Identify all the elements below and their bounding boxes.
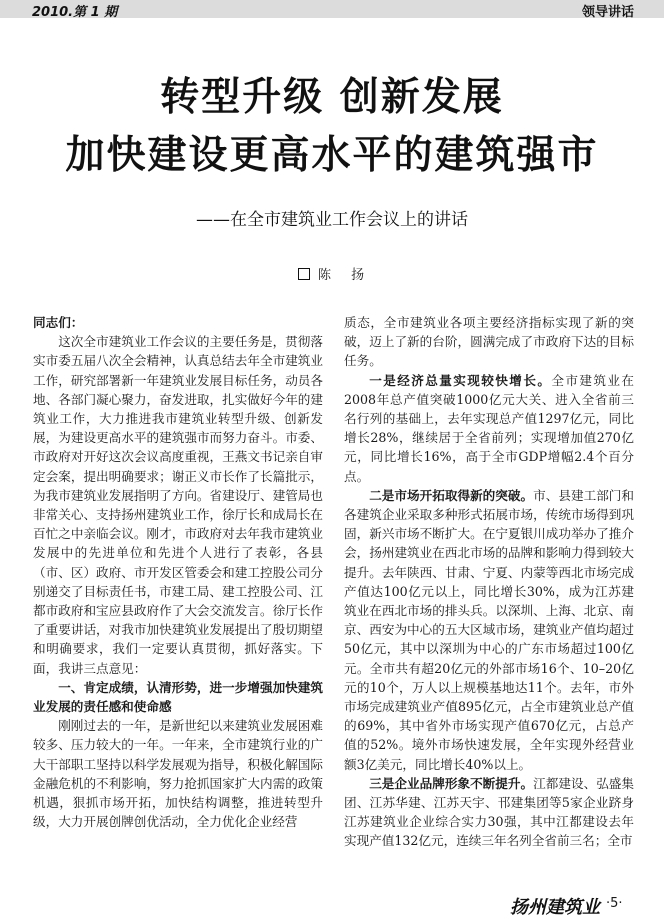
- paragraph: 这次全市建筑业工作会议的主要任务是，贯彻落实市委五届八次全会精神，认真总结去年全市建筑业工作，研究部署新一年建筑业发展目标任务，动员各地、各部门凝心聚力，奋发进取，扎实做好今年的建筑业工作，大力推进我市建筑业转型升级、创新发展，为建设更高水平的建筑强市而努力奋斗。市委、市政府对开好这次会议高度重视，王燕文书记亲自审定会案，提出明确要求；谢正义市长作了长篇批示，为我市建筑业发展指明了方向。省建设厅、建管局也非常关心、支持扬州建筑业工作，徐厅长和成局长在百忙之中亲临会议。刚才，市政府对去年我市建筑业发展中的先进单位和先进个人进行了表彰，各县（市、区）政府、市开发区管委会和建工控股公司分别递交了目标责任书，市建工局、建工控股公司、江都市政府和宝应县政府作了大会交流发言。徐厅长作了重要讲话，对我市加快建筑业发展提出了殷切期望和明确要求，我们一定要认真贯彻，抓好落实。下面，我讲三点意见：: [33, 334, 323, 676]
- article-title-line-2: 加快建设更高水平的建筑强市: [65, 133, 599, 178]
- byline-box-icon: [298, 268, 310, 280]
- paragraph-lead: 二是市场开拓取得新的突破。: [369, 487, 534, 503]
- paragraph: 质态，全市建筑业各项主要经济指标实现了新的突破，迈上了新的台阶，圆满完成了市政府下达的目标任务。: [344, 315, 634, 369]
- paragraph: [344, 774, 634, 851]
- issue-label: 2010.第 1 期: [32, 5, 118, 20]
- column-label: 领导讲话: [581, 5, 634, 20]
- author-name: 陈 扬: [318, 268, 373, 283]
- author-byline: [298, 264, 372, 283]
- magazine-logo: 扬州建筑业: [510, 897, 600, 918]
- paragraph-lead: 三是企业品牌形象不断提升。: [369, 775, 534, 791]
- left-column: [33, 313, 323, 831]
- right-column: [344, 313, 634, 851]
- paragraph-text: 全市建筑业在2008年总产值突破1000亿元大关、进入全省前三名行列的基础上，去年实现总产值1297亿元，同比增长28%，继续居于全省前列；实现增加值270亿元，同比增长16%，高于全市GDP增幅2.4个百分点。: [344, 372, 635, 484]
- paragraph: [344, 486, 634, 774]
- paragraph-text: 市、县建工部门和各建筑企业采取多种形式拓展市场，传统市场得到巩固，新兴市场不断扩大。在宁夏银川成功举办了推介会，扬州建筑业在西北市场的品牌和影响力得到较大提升。去年陕西、甘肃、宁夏、内蒙等西北市场完成产值达100亿元以上，同比增长30%，成为江苏建筑业在西北市场的排头兵。以深圳、上海、北京、南京、西安为中心的五大区域市场，建筑业产值均超过50亿元，其中以深圳为中心的广东市场超过100亿元。全市共有超20亿元的外部市场16个、10–20亿元的10个，万人以上规模基地达11个。去年，市外市场完成建筑业产值895亿元，占全市建筑业总产值的69%，其中省外市场实现产值670亿元，占总产值的52%。境外市场快速发展，全年实现外经营业额3亿美元，同比增长40%以上。: [344, 487, 635, 772]
- article-title-line-1: 转型升级 创新发展: [160, 75, 504, 120]
- paragraph: [344, 371, 634, 486]
- page-number: ·5·: [606, 896, 623, 911]
- paragraph: 刚刚过去的一年，是新世纪以来建筑业发展困难较多、压力较大的一年。一年来，全市建筑行业的广大干部职工坚持以科学发展观为指导，积极化解国际金融危机的不利影响，努力抢抓国家扩大内需的政策机遇，狠抓市场开拓，加快结构调整，推进转型升级，大力开展创牌创优活动，全力优化企业经营: [33, 718, 323, 830]
- section-heading: 一、肯定成绩，认清形势，进一步增强加快建筑业发展的责任感和使命感: [33, 679, 323, 715]
- salutation: 同志们：: [33, 315, 84, 330]
- paragraph-lead: 一是经济总量实现较快增长。: [369, 372, 552, 388]
- article-subtitle: ——在全市建筑业工作会议上的讲话: [196, 210, 468, 230]
- paragraph-text: 江都建设、弘盛集团、江苏华建、江苏天宇、邗建集团等5家企业跻身江苏建筑业企业综合实力30强，其中江都建设去年实现产值132亿元，连续三年名列全省前三名；全市: [344, 775, 635, 849]
